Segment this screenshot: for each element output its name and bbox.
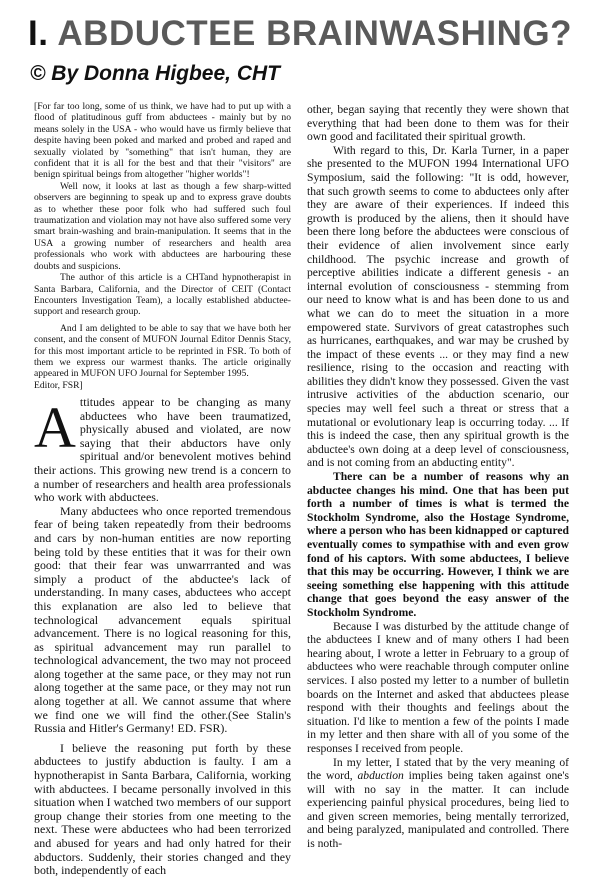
- intro-paragraph: Well now, it looks at last as though a few sharp-witted observers are beginning to speak up and to express grave doubts as to whether these poor folk who had suffered such foul traumatization and violation may not have also suffered some very smart brain-washing and brain-manipulation. It seems that in the USA a growing number of researchers and health area professionals who work with abductees are harbouring these doubts and suspicions.: [34, 180, 291, 272]
- drop-cap: A: [34, 395, 76, 460]
- emphasis-text: abduction: [357, 769, 404, 783]
- body-paragraph-bold: There can be a number of reasons why an abductee changes his mind. One that has been put forth a number of times is what is termed the Stockholm Syndrome, also the Hostage Syndrome, where a person who has been kidnapped or captured eventually comes to sympathise with and even grow fond of his captors. With some abductees, I believe that this may be occurring. However, I think we are seeing something else happening with this attitude change that goes beyond the easy answer of the Stockholm Syndrome.: [307, 470, 569, 619]
- intro-paragraph: And I am delighted to be able to say that we have both her consent, and the consent of MUFON Journal Editor Dennis Stacy, for this most important article to be reprinted in FSR. To both of them we express our warmest thanks. The article originally appeared in MUFON UFO Journal for September 1995.: [34, 322, 291, 380]
- article-body-right: [307, 103, 569, 851]
- body-text: implies being taken against one's will with no say in the matter. It can include experiencing painful physical procedures, being lied to and given screen memories, being mentally terrorized, and being paralyzed, manipulated and controlled. There is noth-: [307, 769, 569, 851]
- section-number: I.: [28, 14, 49, 53]
- article-body-left: [34, 395, 291, 878]
- body-paragraph: Many abductees who once reported tremendous fear of being taken repeatedly from their bedrooms and cars by non-human entities are now reporting being told by these entities that it was for their own good: that their fear was unwarrranted and was simply a product of the abductee's lack of understanding. In many cases, abductees who accept this explanation are also led to believe that technological advancement equals spiritual advancement. There is no logical reasoning for this, as spiritual advancement may run parallel to technological advancement, the two may not proceed along together at the same pace, or they may not run along together at the same pace, or they may not run along together at all. We cannot assume that where we find one we will find the other.(See Stalin's Russia and Hitler's Germany! ED. FSR).: [34, 503, 291, 736]
- article-title: [28, 14, 588, 54]
- body-paragraph: With regard to this, Dr. Karla Turner, in a paper she presented to the MUFON 1994 International UFO Symposium, said the following: "It is odd, however, that such growth seems to come to abductees only after they are aware of their experiences. If indeed this growth is produced by the aliens, then it should have been there long before the abductees were conscious of their evidence of alien involvement since early childhood. The psychic increase and growth of perceptive abilities indicate a different genesis - an internal evolution of consciousness - stemming from our need to know what is and has been done to us and what we can do to meet the situation in a more empowered state. Survivors of great catastrophes such as hurricanes, earthquakes, and war may be crushed by the impact of these events ... or they may find a new resilience, rising to the occasion and reacting with abilities they didn't know they possessed. Given the vast intrusive activities of the abduction scenario, our species may well feel such a threat or stress that a mutational or evolutionary leap is occurring today. ... If this is indeed the case, then any spiritual growth is the abductee's own doing at a deep level of consciousness, and is not coming from an abducting entity".: [307, 143, 569, 470]
- byline: © By Donna Higbee, CHT: [30, 62, 280, 85]
- intro-signoff: Editor, FSR]: [34, 379, 83, 391]
- body-paragraph: [34, 396, 291, 505]
- body-paragraph: Because I was disturbed by the attitude change of the abductees I knew and of many others I had been hearing about, I wrote a letter in February to a group of abductees who were reachable through computer online services. I also posted my letter to a number of bulletin boards on the Internet and asked that abductees please respond with their thoughts and feelings about the situation. I'd like to mention a few of the points I made in my letter and then share with all of you some of the responses I received from people.: [307, 619, 569, 755]
- body-paragraph: [307, 756, 569, 851]
- editor-intro: [34, 101, 291, 395]
- body-paragraph: other, began saying that recently they were shown that everything that had been done to them was for their own good and facilitated their spiritual growth.: [307, 103, 569, 144]
- intro-paragraph: [For far too long, some of us think, we have had to put up with a flood of platitudinous guff from abductees - mainly but by no means solely in the USA - who would have us firmly believe that despite having been poked and marked and probed and raped and sexually violated by "something" that isn't human, they are confident that it is all for the best and that their "visitors" are benign spiritual beings from altogether "higher worlds"!: [34, 101, 291, 181]
- intro-paragraph: The author of this article is a CHTand hypnotherapist in Santa Barbara, California, and the Director of CEIT (Contact Encounters Investigation Team), a locally established abductee-support and research group.: [34, 272, 291, 318]
- body-text: In my letter, I stated that by the very meaning of the word,: [307, 755, 569, 783]
- body-text: ttitudes appear to be changing as many abductees who have been traumatized, physically abused and violated, are now saying that their abductors have only spiritual and/or benevolent motives behind their actions. This growing new trend is a concern to a number of researchers and health area professionals who work with abductees.: [34, 395, 291, 505]
- body-paragraph: I believe the reasoning put forth by these abductees to justify abduction is faulty. I am a hypnotherapist in Santa Barbara, California, working with abductees. I became personally involved in this situation when I watched two members of our support group change their stories from one meeting to the next. These were abductees who had been terrorized and abused for years and had only hatred for their abductors. Suddenly, their stories changed and they both, independently of each: [34, 740, 291, 878]
- title-text: ABDUCTEE BRAINWASHING?: [57, 14, 572, 53]
